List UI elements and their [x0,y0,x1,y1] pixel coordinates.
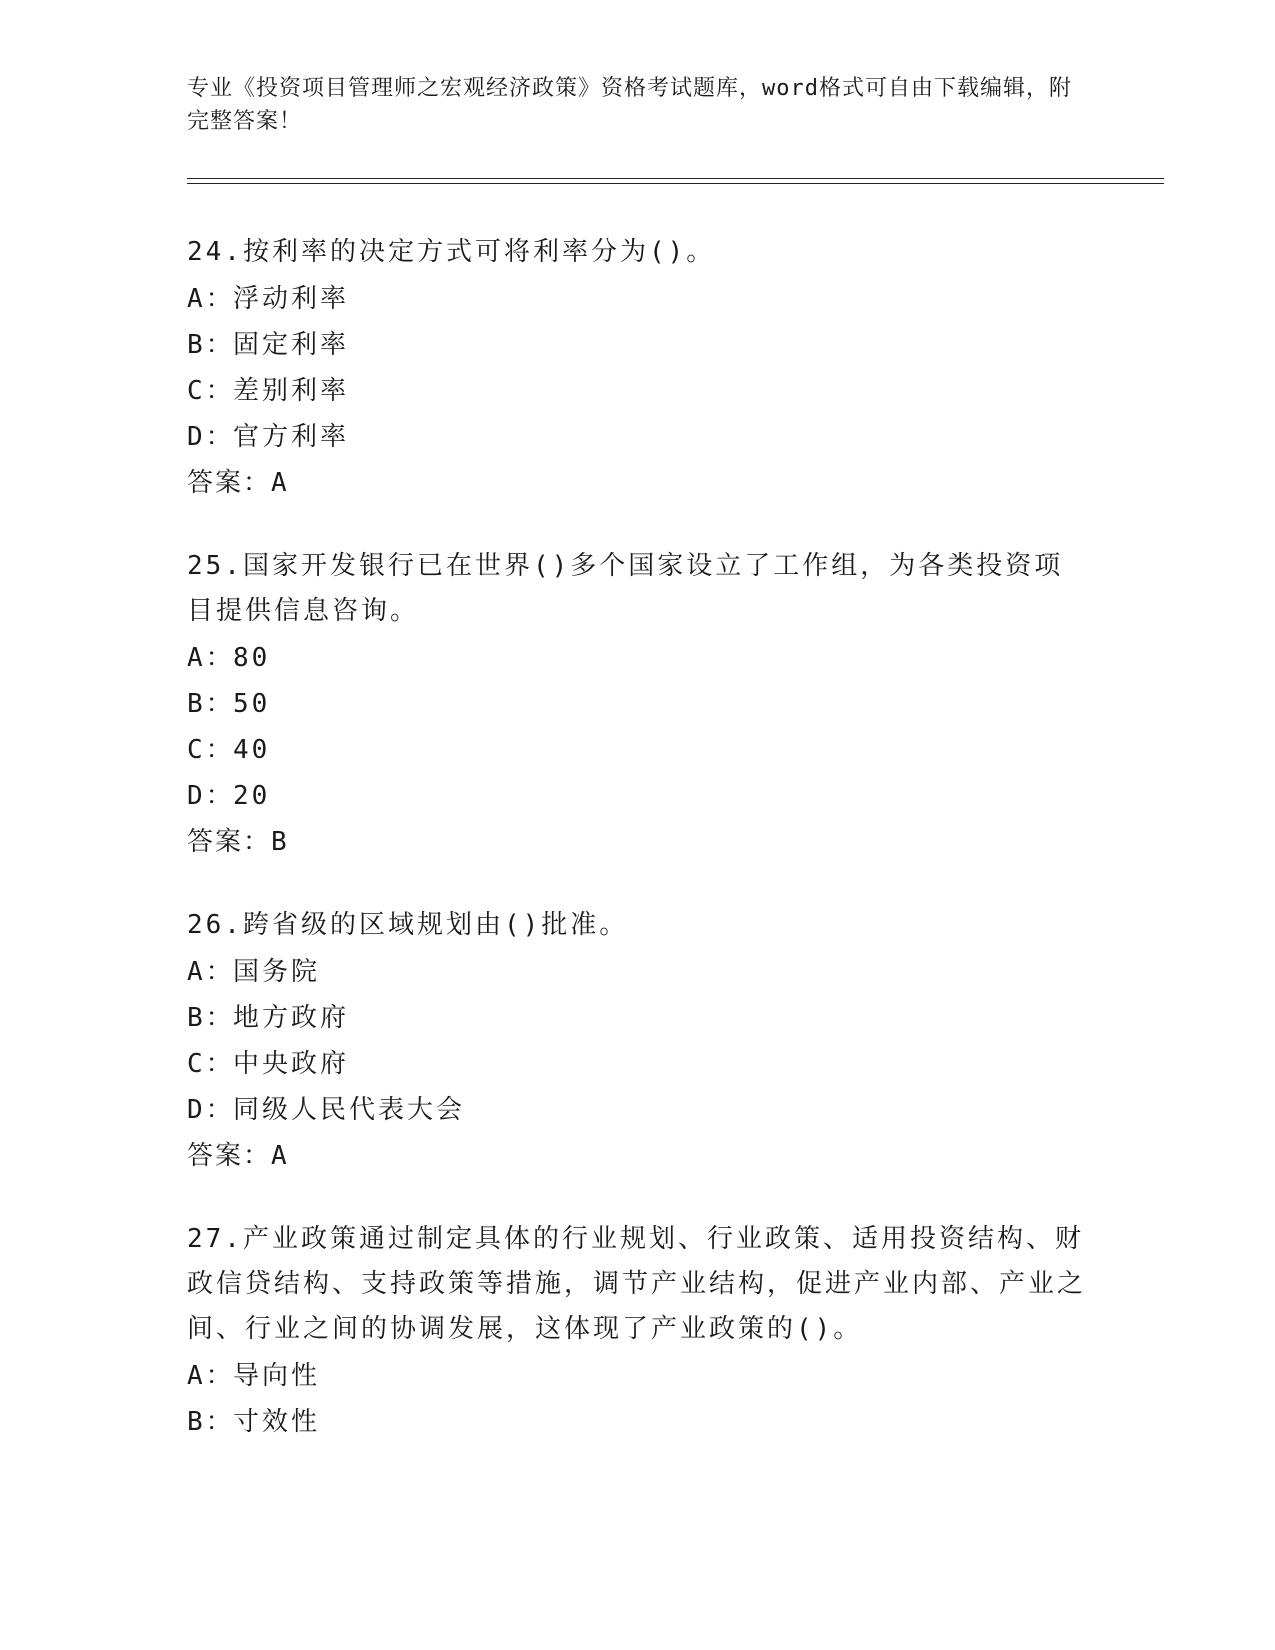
option-b [187,995,1087,1041]
answer-line [187,460,1087,506]
header-divider-bottom [187,183,1164,184]
option-text: 50 [233,689,271,719]
option-text: 80 [233,643,271,673]
option-letter: B： [187,689,235,719]
answer-value: B [271,827,289,857]
answer-value: A [271,468,289,498]
option-letter: A： [187,643,235,673]
option-b [187,322,1087,368]
option-text: 40 [233,735,271,765]
header-divider-top [187,178,1164,179]
option-text: 国务院 [233,957,321,987]
option-letter: C： [187,1049,235,1079]
option-letter: C： [187,735,235,765]
answer-line [187,819,1087,865]
option-letter: B： [187,1003,235,1033]
option-text: 地方政府 [233,1003,350,1033]
document-header: 专业《投资项目管理师之宏观经济政策》资格考试题库，word格式可自由下载编辑，附完整答案！ [187,76,1072,134]
answer-line [187,1133,1087,1179]
option-letter: C： [187,376,235,406]
option-text: 20 [233,781,271,811]
question-27 [187,1217,1087,1445]
option-letter: A： [187,957,235,987]
question-stem: 27.产业政策通过制定具体的行业规划、行业政策、适用投资结构、财政信贷结构、支持政策等措施，调节产业结构，促进产业内部、产业之间、行业之间的协调发展，这体现了产业政策的()。 [187,1224,1087,1344]
option-text: 浮动利率 [233,284,350,314]
option-text: 固定利率 [233,330,350,360]
option-c [187,1041,1087,1087]
option-d [187,773,1087,819]
answer-label: 答案： [187,1141,272,1171]
option-a [187,276,1087,322]
option-c [187,727,1087,773]
option-b [187,1399,1087,1445]
question-25 [187,544,1087,865]
option-letter: D： [187,422,235,452]
question-stem: 25.国家开发银行已在世界()多个国家设立了工作组，为各类投资项目提供信息咨询。 [187,551,1064,626]
option-text: 差别利率 [233,376,350,406]
option-letter: D： [187,781,235,811]
question-stem: 24.按利率的决定方式可将利率分为()。 [187,237,716,267]
option-text: 寸效性 [233,1407,321,1437]
answer-label: 答案： [187,468,272,498]
option-letter: B： [187,1407,235,1437]
answer-value: A [271,1141,289,1171]
option-text: 官方利率 [233,422,350,452]
question-26 [187,903,1087,1179]
option-letter: D： [187,1095,235,1125]
option-a [187,949,1087,995]
option-letter: B： [187,330,235,360]
option-b [187,681,1087,727]
question-24 [187,230,1087,506]
answer-label: 答案： [187,827,272,857]
option-letter: A： [187,284,235,314]
question-stem: 26.跨省级的区域规划由()批准。 [187,910,629,940]
option-d [187,414,1087,460]
option-c [187,368,1087,414]
option-a [187,1353,1087,1399]
option-d [187,1087,1087,1133]
option-text: 同级人民代表大会 [233,1095,466,1125]
option-letter: A： [187,1361,235,1391]
option-a [187,635,1087,681]
question-list [187,230,1087,1483]
option-text: 导向性 [233,1361,321,1391]
option-text: 中央政府 [233,1049,350,1079]
